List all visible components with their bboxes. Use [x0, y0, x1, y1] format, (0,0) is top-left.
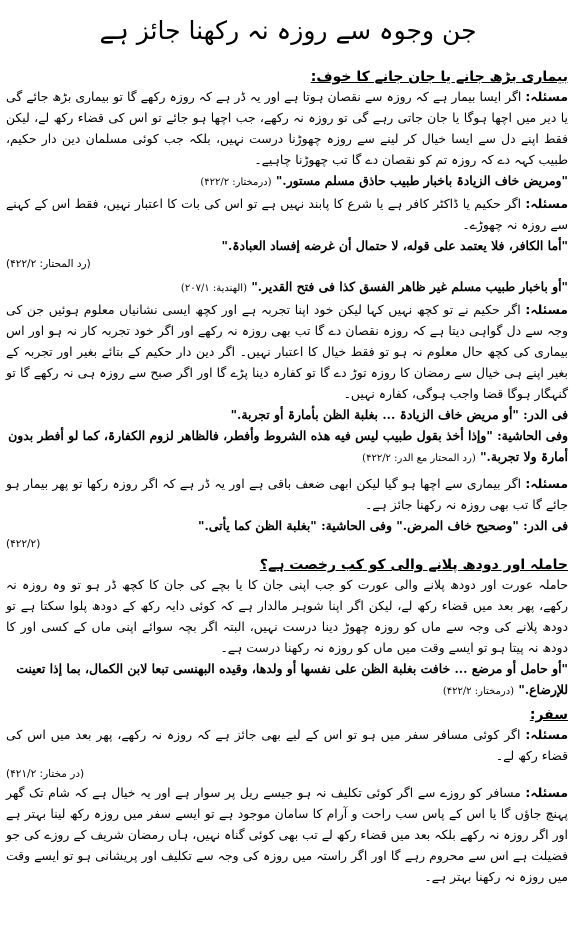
masala-label: مسئلہ:: [525, 727, 568, 742]
masala-label: مسئلہ:: [525, 302, 568, 317]
masala-paragraph: [6, 299, 568, 404]
arabic-quote: فی الدر: "أو مریض خاف الزیادۃ ... بغلبة الظن بأمارۃ أو تجربة.": [230, 407, 568, 422]
arabic-text: "أو باخبار طبیب مسلم غیر ظاهر الفسق کذا فی فتح القدیر.": [251, 279, 568, 294]
masala-label: مسئلہ:: [525, 476, 568, 491]
document-body: [0, 68, 576, 887]
section-heading-pregnant-nursing: حاملہ اور دودھ پلانے والی کو کب رخصت ہے؟: [259, 557, 568, 573]
arabic-quote: [6, 276, 568, 299]
arabic-quote: "أما الکافر، فلا یعتمد علی قوله، لا حتمال أن غرضه إفساد العبادۃ.": [221, 238, 568, 253]
arabic-quote: [6, 425, 568, 469]
arabic-text: وفی الحاشیة: "وإذا أخذ بقول طبیب لیس فیه هذه الشروط وأفطر، فالظاهر لزوم الکفارۃ، کما لو أفطر بدون أمارۃ ولا تجربة.": [8, 428, 568, 464]
masala-paragraph: [6, 86, 568, 170]
masala-paragraph: [6, 782, 568, 887]
paragraph-text: اگر حکیم یا ڈاکٹر کافر ہے یا شرع کا پابند نہیں ہے تو اس کی بات کا اعتبار نہیں، فقط اس کے کہنے سے روزہ نہ چھوڑے۔: [6, 196, 568, 232]
citation: (درمختار: ۴۲۲/۲): [442, 686, 515, 697]
paragraph-text: اگر کوئی مسافر سفر میں ہو تو اس کے لیے بھی جائز ہے کہ روزہ نہ رکھے، پھر بعد میں اس کی قضاء رکھ لے۔: [6, 727, 568, 763]
arabic-quote: [6, 658, 568, 702]
masala-label: مسئلہ:: [525, 89, 568, 104]
citation: (رد المحتار: ۴۲۲/۲): [6, 258, 91, 270]
arabic-text: "أو حامل أو مرضع ... خافت بغلبة الظن علی نفسها أو ولدها، وقیده البهنسی تبعا لابن الکمال، بما إذا تعینت للإرضاع.": [16, 661, 568, 697]
paragraph: حاملہ عورت اور دودھ پلانے والی عورت کو جب اپنی جان کا یا بچے کی جان کا کچھ ڈر ہو تو وہ روزہ نہ رکھے، پھر بعد میں قضاء رکھ لے، لیکن اگر اپنا شوہر مالدار ہے کہ کوئی دایہ رکھ کے دودھ پلوا سکتا ہے تو دودھ پلانے کی وجہ سے ماں کو روزہ چھوڑ دینا درست نہیں، البتہ اگر بچہ سوائے اپنی ماں کے کسی اور کا دودھ نہ پیتا ہو تو ایسے وقت میں ماں کو روزہ نہ رکھنا درست ہے۔: [6, 577, 568, 655]
citation: (در مختار: ۴۲۱/۲): [6, 768, 85, 780]
masala-label: مسئلہ:: [525, 785, 568, 800]
citation: (رد المحتار مع الدر: ۴۲۲/۲): [362, 453, 476, 464]
section-heading-illness: بیماری بڑھ جانے یا جان جانے کا خوف:: [310, 69, 568, 85]
arabic-quote: [6, 170, 568, 193]
citation: (الهندیة: ۲۰۷/۱): [180, 283, 247, 294]
paragraph-text: مسافر کو روزے سے اگر کوئی تکلیف نہ ہو جیسے ریل پر سوار ہے اور یہ خیال ہے کہ شام تک گھر پہنچ جاؤں گا یا اس کے پاس سب راحت و آرام کا سامان موجود ہے تو ایسے سفر میں روزہ رکھ لینا بہتر ہے اور اگر روزہ نہ رکھے بلکہ بعد میں قضاء رکھ لے تب بھی کوئی گناہ نہیں، ہاں رمضان شریف کے روزے کی جو فضیلت ہے اس سے محروم رہے گا اور اگر راستہ میں روزہ کی وجہ سے تکلیف اور پریشانی ہو تو ایسے وقت میں روزہ نہ رکھنا بہتر ہے۔: [6, 785, 568, 884]
paragraph-text: اگر حکیم نے تو کچھ نہیں کہا لیکن خود اپنا تجربہ ہے اور کچھ ایسی نشانیاں معلوم ہوئیں جن کی وجہ سے دل گواہی دیتا ہے کہ روزہ نقصان دے گا تب بھی روزہ نہ رکھے اور اگر خود تجربہ کار نہ ہو اور اس بیماری کی کچھ حال معلوم نہ ہو تو فقط خیال کا اعتبار نہیں۔ اگر دین دار حکیم کے بتائے بغیر اور تجربہ کے بغیر اپنے ہی خیال سے رمضان کا روزہ توڑ دے گا تو کفارہ دینا پڑے گا اور اگر صبح سے روزہ ہی نہ رکھے گا تو گنہگار ہوگا قضا واجب ہوگی، کفارہ نہیں۔: [6, 302, 568, 401]
arabic-text: "ومریض خاف الزیادۃ باخبار طبیب حاذق مسلم مستور.": [275, 173, 568, 188]
arabic-quote: فی الدر: "وصحیح خاف المرض." وفی الحاشیة: "بغلبة الظن کما یأتی.": [198, 518, 568, 533]
citation: (درمختار: ۴۲۲/۲): [200, 177, 272, 188]
masala-paragraph: [6, 473, 568, 515]
masala-label: مسئلہ:: [525, 196, 568, 211]
section-heading-travel: سفر:: [529, 707, 568, 723]
paragraph-text: اگر ایسا بیمار ہے کہ روزہ سے نقصان ہوتا ہے اور یہ ڈر ہے کہ روزہ رکھے گا تو بیماری بڑھ جائے گی یا دیر میں اچھا ہوگا یا جان جاتی رہے گی تو روزہ نہ رکھے، جب اچھا ہو جائے تو اس کی قضاء رکھ لے، لیکن فقط اپنے دل سے ایسا خیال کر لینے سے روزہ چھوڑنا درست نہیں، بلکہ جب کوئی مسلمان دین دار حکیم، طبیب کہہ دے کہ روزہ تم کو نقصان دے گا تب چھوڑنا چاہیے۔: [6, 89, 568, 167]
masala-paragraph: [6, 193, 568, 235]
page-title: جن وجوہ سے روزہ نہ رکھنا جائز ہے: [99, 16, 477, 45]
citation: (۴۲۲/۲): [6, 538, 41, 550]
masala-paragraph: [6, 724, 568, 766]
paragraph-text: اگر بیماری سے اچھا ہو گیا لیکن ابھی ضعف باقی ہے اور یہ ڈر ہے کہ اگر روزہ رکھا تو پھر بیمار ہو جائے گا تب بھی روزہ نہ رکھنا جائز ہے۔: [6, 476, 568, 512]
